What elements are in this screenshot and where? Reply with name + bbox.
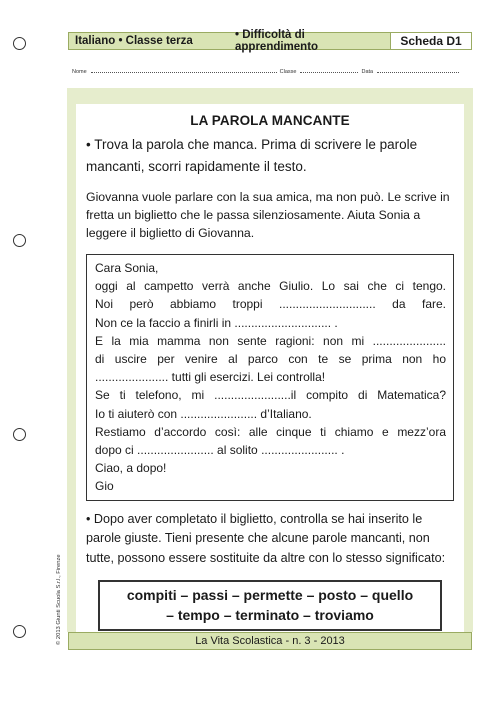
copyright-credit: © 2013 Giunti Scuola S.r.l., Firenze — [56, 554, 62, 645]
letter-line: ...................... tutti gli esercizi. Lei controlla! — [95, 370, 326, 385]
sheet-badge: Scheda D1 — [390, 32, 472, 50]
word-bank — [98, 580, 442, 631]
topic-label: • Difficoltà di apprendimento — [235, 29, 319, 53]
name-label: Nome — [72, 69, 87, 75]
instruction-1: • Trova la parola che manca. Prima di scrivere le parole mancanti, scorri rapidamente il testo. — [86, 137, 418, 174]
word-bank-line: – tempo – terminato – troviamo — [166, 607, 374, 624]
letter-line: Io ti aiuterò con ....................... d’Italiano. — [95, 406, 312, 421]
binder-hole — [13, 37, 26, 50]
student-fields — [72, 68, 472, 75]
letter-line: E la mia mamma non sente ragioni: non mi ...................... — [95, 333, 446, 348]
exercise-title: LA PAROLA MANCANTE — [190, 113, 350, 128]
date-field[interactable] — [377, 68, 459, 73]
binder-hole — [13, 625, 26, 638]
letter-line: Gio — [95, 479, 114, 494]
word-bank-line: compiti – passi – permette – posto – quello — [126, 587, 414, 604]
binder-hole — [13, 234, 26, 247]
letter-line: di uscire per venire al parco con te se prima non ho — [95, 352, 446, 367]
letter-line: Non ce la faccio a finirli in ............................. . — [95, 315, 338, 330]
letter-line: oggi al campetto verrà anche Giulio. Lo sai che ci tengo. — [95, 279, 446, 294]
story-text: Giovanna vuole parlare con la sua amica, ma non può. Le scrive in fretta un biglietto che le passa silenziosamente. Aiuta Sonia a leggere il biglietto di Giovanna. — [86, 190, 450, 240]
instruction-2: • Dopo aver completato il biglietto, controlla se hai inserito le parole giuste. Tieni presente che alcune parole mancanti, non tutte, possono essere sostituite da altre con lo stesso significato: — [86, 512, 446, 565]
name-field[interactable] — [91, 68, 277, 73]
exercise-card — [76, 104, 464, 632]
letter-line: Se ti telefono, mi .......................il compito di Matematica? — [95, 388, 446, 403]
subject-label: Italiano • Classe terza — [75, 35, 193, 47]
exercise-panel — [67, 88, 473, 632]
class-field[interactable] — [300, 68, 358, 73]
binder-hole — [13, 428, 26, 441]
letter-line: Ciao, a dopo! — [95, 461, 167, 476]
letter-line: Restiamo d’accordo così: alle cinque ti chiamo e mezz’ora — [95, 424, 446, 439]
letter-line: Cara Sonia, — [95, 261, 159, 275]
page-footer: La Vita Scolastica - n. 3 - 2013 — [68, 632, 472, 650]
letter-box — [86, 254, 454, 501]
letter-line: Noi però abbiamo troppi ............................. da fare. — [95, 297, 446, 312]
letter-line: dopo ci ....................... al solito ....................... . — [95, 443, 345, 458]
page-header — [68, 29, 472, 53]
class-label: Classe — [279, 69, 297, 75]
date-label: Data — [361, 69, 374, 75]
